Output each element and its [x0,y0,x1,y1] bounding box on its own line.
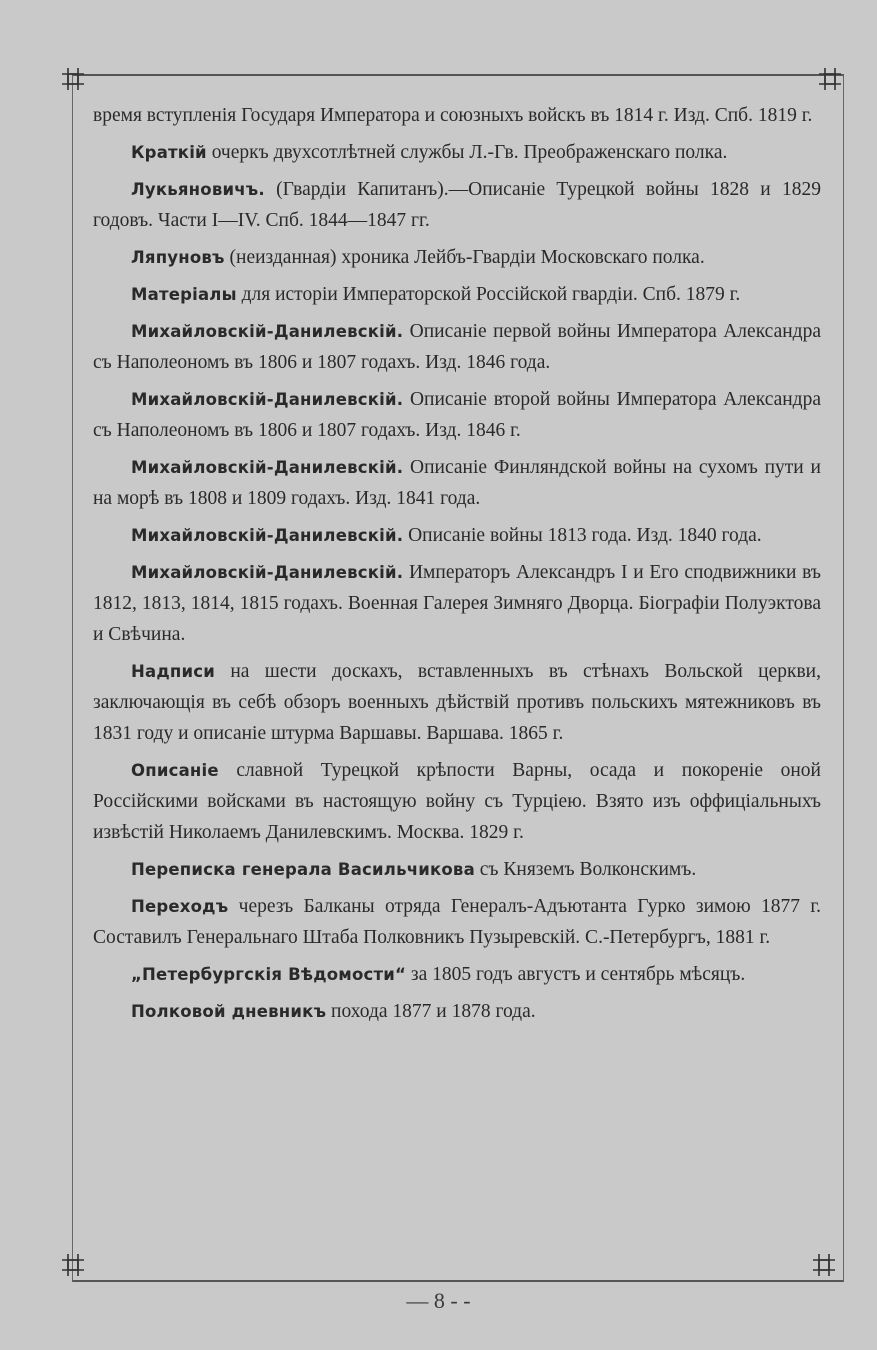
bibliography-entry: Краткій очеркъ двухсотлѣтней службы Л.-Гв. Преображенскаго полка. [131,142,728,163]
bibliography-entry: Михайловскій-Данилевскій. Описаніе второй войны Императора Александра съ Наполеономъ въ 1806 и 1807 годахъ. Изд. 1846 г. [93,389,821,441]
corner-ornament-icon [60,1252,86,1278]
page-number: — 8 - - [406,1288,471,1313]
bibliography-entry: Описаніе славной Турецкой крѣпости Варны, осада и покореніе оной Россійскими войсками въ настоящую войну съ Турціею. Взято изъ оффиціальныхъ извѣстій Николаемъ Данилевскимъ. Москва. 1829 г. [93,760,821,843]
bibliography-entry: Переписка генерала Васильчикова съ Княземъ Волконскимъ. [131,859,697,880]
bibliography-entry: время вступленія Государя Императора и союзныхъ войскъ въ 1814 г. Изд. Спб. 1819 г. [93,105,813,126]
bibliography-entry: Надписи на шести доскахъ, вставленныхъ въ стѣнахъ Вольской церкви, заключающія въ себѣ обзоръ военныхъ дѣйствій противъ польскихъ мятежниковъ въ 1831 году и описаніе штурма Варшавы. Варшава. 1865 г. [93,661,821,744]
bibliography-entry: Михайловскій-Данилевскій. Описаніе войны 1813 года. Изд. 1840 года. [131,525,762,546]
corner-ornament-icon [60,66,86,92]
bibliography-entry: Ляпуновъ (неизданная) хроника Лейбъ-Гвардіи Московскаго полка. [131,247,705,268]
bibliography-entry: Михайловскій-Данилевскій. Описаніе Финляндской войны на сухомъ пути и на морѣ въ 1808 и 1809 годахъ. Изд. 1841 года. [93,457,821,509]
corner-ornament-icon [811,1252,837,1278]
corner-ornament-icon [817,66,843,92]
bibliography-entry: „Петербургскія Вѣдомости“ за 1805 годъ августъ и сентябрь мѣсяцъ. [131,964,746,985]
bibliography-entry: Матеріалы для исторіи Императорской Россійской гвардіи. Спб. 1879 г. [131,284,741,305]
bibliography-entry: Михайловскій-Данилевскій. Описаніе первой войны Императора Александра съ Наполеономъ въ 1806 и 1807 годахъ. Изд. 1846 года. [93,321,821,373]
bibliography-entry: Лукьяновичъ. (Гвардіи Капитанъ).—Описаніе Турецкой войны 1828 и 1829 годовъ. Части I—IV. Спб. 1844—1847 гг. [93,179,821,231]
bibliography-entry: Михайловскій-Данилевскій. Императоръ Александръ I и Его сподвижники въ 1812, 1813, 1814, 1815 годахъ. Военная Галерея Зимняго Дворца. Біографіи Полуэктова и Свѣчина. [93,562,821,645]
bibliography-entry: Переходъ черезъ Балканы отряда Генералъ-Адъютанта Гурко зимою 1877 г. Составилъ Генеральнаго Штаба Полковникъ Пузыревскій. С.-Петербургъ, 1881 г. [93,896,821,948]
bibliography-entry: Полковой дневникъ похода 1877 и 1878 года. [131,1001,536,1022]
bibliography-list [93,100,821,1033]
